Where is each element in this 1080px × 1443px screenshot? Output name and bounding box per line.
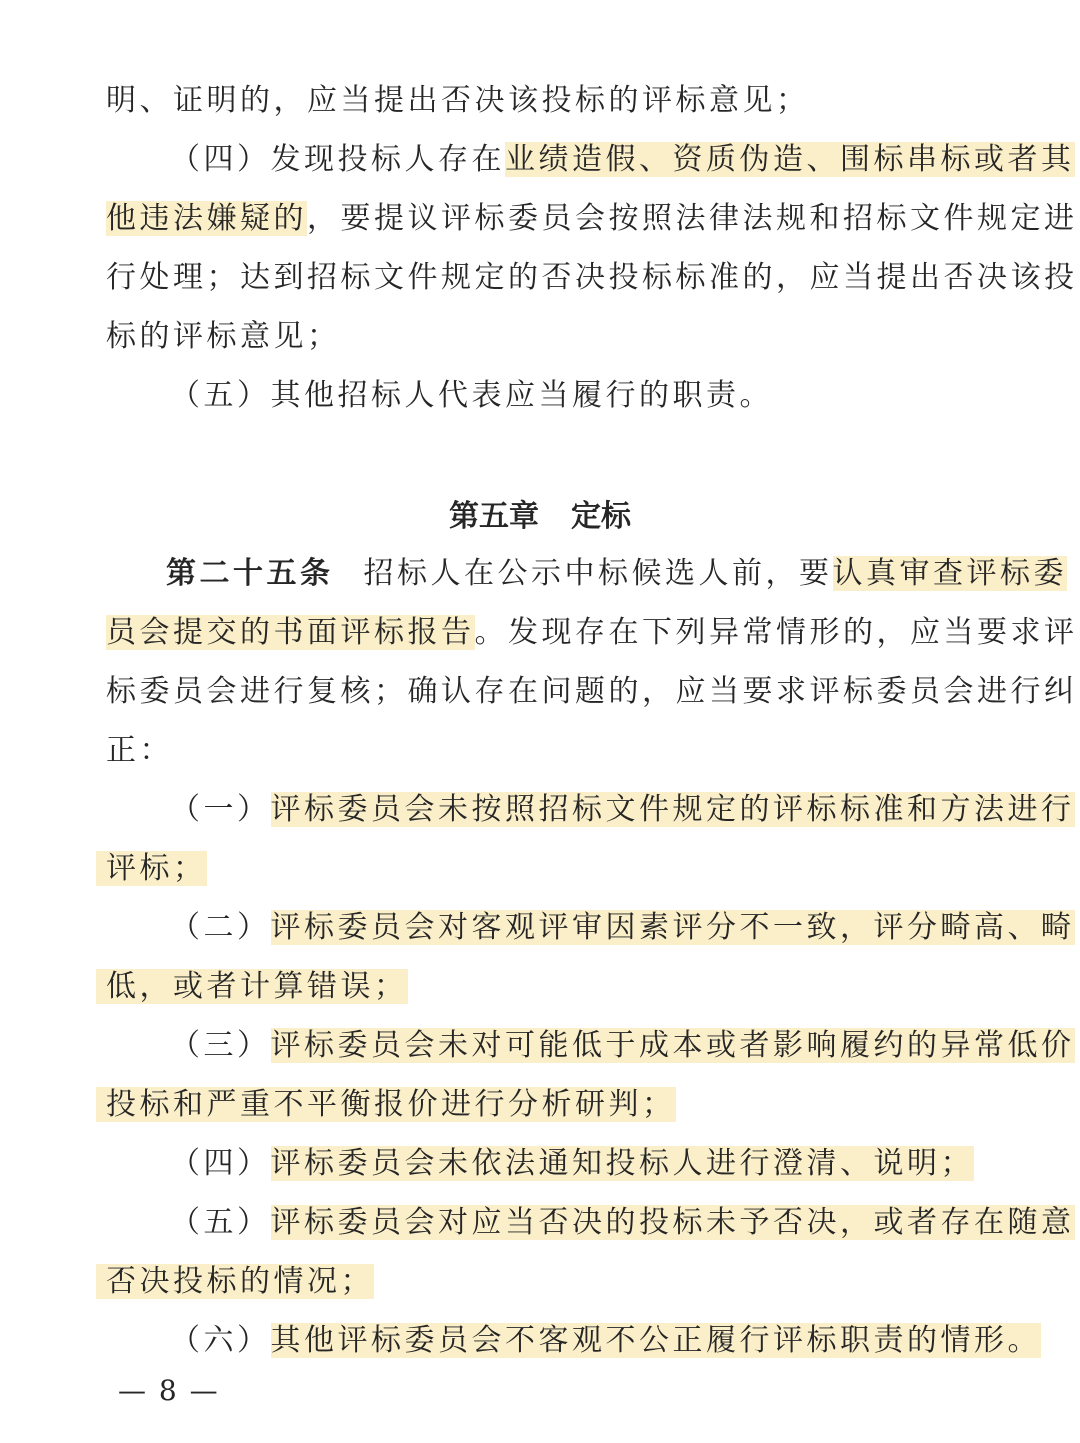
list-item	[170, 1141, 974, 1187]
item-label: （四）	[170, 1146, 271, 1181]
highlighted-text: 认真审查评标委	[832, 556, 1067, 591]
list-item-continuation	[96, 1082, 676, 1128]
article-line: 第二十五条 招标人在公示中标候选人前，要认真审查评标委	[166, 556, 1067, 591]
list-item	[170, 1318, 1041, 1364]
highlighted-text: 评标委员会对客观评审因素评分不一致，评分畸高、畸	[270, 910, 1075, 945]
chapter-number: 第五章	[449, 499, 539, 534]
paragraph-line: （四）发现投标人存在业绩造假、资质伪造、围标串标或者其	[170, 142, 1075, 177]
item-label: （三）	[170, 1028, 271, 1063]
highlighted-text: 他违法嫌疑的	[106, 201, 307, 236]
list-item	[170, 1200, 1075, 1246]
item-label: （二）	[170, 910, 271, 945]
item-label: （一）	[170, 792, 271, 827]
list-item-continuation	[96, 964, 408, 1010]
highlighted-text: 评标委员会对应当否决的投标未予否决，或者存在随意	[270, 1205, 1075, 1240]
highlighted-text: 评标委员会未按照招标文件规定的评标标准和方法进行	[270, 792, 1075, 827]
highlighted-text: 评标委员会未依法通知投标人进行澄清、说明；	[270, 1146, 974, 1181]
highlighted-text: 评标；	[96, 851, 207, 886]
list-item-continuation	[96, 1259, 374, 1305]
paragraph-line: （五）其他招标人代表应当履行的职责。	[170, 378, 773, 413]
highlighted-text: 投标和严重不平衡报价进行分析研判；	[96, 1087, 676, 1122]
item-label: （六）	[170, 1323, 271, 1358]
page-number: — 8 —	[118, 1374, 220, 1407]
article-line: 标委员会进行复核；确认存在问题的，应当要求评标委员会进行纠	[106, 674, 1078, 709]
article-line: 员会提交的书面评标报告。发现存在下列异常情形的，应当要求评	[106, 615, 1078, 650]
paragraph-line: 明、证明的，应当提出否决该投标的评标意见；	[106, 83, 810, 118]
highlighted-text: 否决投标的情况；	[96, 1264, 374, 1299]
article-title: 第二十五条	[166, 556, 334, 591]
paragraph-line: 他违法嫌疑的，要提议评标委员会按照法律法规和招标文件规定进	[106, 201, 1078, 236]
list-item-continuation	[96, 846, 207, 892]
highlighted-text: 业绩造假、资质伪造、围标串标或者其	[505, 142, 1075, 177]
list-item	[170, 787, 1075, 833]
highlighted-text: 低，或者计算错误；	[96, 969, 408, 1004]
chapter-heading	[0, 494, 1080, 540]
highlighted-text: 其他评标委员会不客观不公正履行评标职责的情形。	[270, 1323, 1041, 1358]
list-item	[170, 1023, 1075, 1069]
item-label: （五）	[170, 1205, 271, 1240]
article-line: 正：	[106, 733, 173, 768]
chapter-title: 定标	[571, 499, 631, 534]
list-item	[170, 905, 1075, 951]
paragraph-line: 标的评标意见；	[106, 319, 341, 354]
highlighted-text: 评标委员会未对可能低于成本或者影响履约的异常低价	[270, 1028, 1075, 1063]
highlighted-text: 员会提交的书面评标报告	[106, 615, 475, 650]
paragraph-line: 行处理；达到招标文件规定的否决投标标准的，应当提出否决该投	[106, 260, 1078, 295]
